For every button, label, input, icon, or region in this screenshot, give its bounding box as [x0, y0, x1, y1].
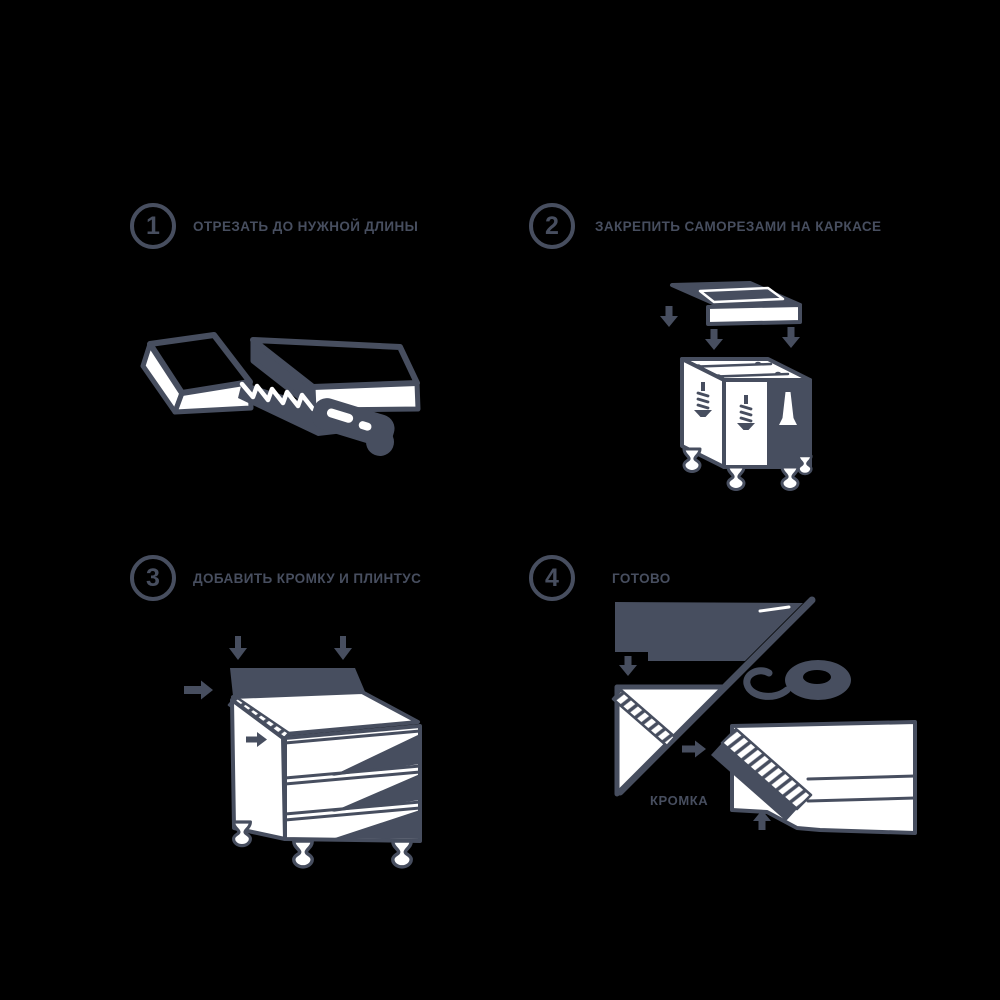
step-2-illustration worktop-lowered-onto-cabinet-with-screws: [640, 270, 880, 490]
step-2-number: 2: [545, 211, 559, 240]
step-1-title: ОТРЕЗАТЬ ДО НУЖНОЙ ДЛИНЫ: [193, 218, 419, 234]
down-arrow-icon: [660, 306, 678, 327]
cabinet-foot: [234, 822, 251, 846]
worktop-edge-closeup: [711, 722, 915, 833]
step-4-title: ГОТОВО: [612, 570, 671, 586]
worktop-slab: [672, 283, 800, 324]
cabinet-foot: [799, 456, 812, 474]
right-arrow-icon: [184, 681, 213, 700]
cabinet-with-worktop: [229, 668, 420, 867]
step-4-number-badge: [529, 555, 575, 601]
left-worktop-piece: [143, 335, 251, 412]
down-arrow-icon: [619, 656, 637, 676]
down-arrow-icon: [705, 329, 723, 350]
step-1-number: 1: [146, 211, 160, 240]
step-4-number: 4: [545, 563, 559, 592]
plinth-profile-slab: [615, 602, 803, 661]
edge-tape-roll-icon: [747, 660, 851, 700]
cabinet-foot: [728, 467, 744, 490]
step-3-illustration cabinet-with-edge-band-and-plinth: [170, 610, 450, 890]
cabinet-foot: [294, 841, 312, 867]
step-1-illustration worktop-cut-with-utility-saw: [130, 330, 460, 478]
step-4-illustration edge-banding-tape-and-finished-corner: [590, 590, 920, 855]
base-cabinet: [682, 359, 811, 490]
corner-piece: [613, 687, 724, 794]
step-2-title: ЗАКРЕПИТЬ САМОРЕЗАМИ НА КАРКАСЕ: [595, 218, 882, 234]
edge-band-label: КРОМКА: [650, 793, 709, 808]
cabinet-foot: [684, 449, 700, 472]
down-arrow-icon: [334, 636, 352, 660]
step-3-title: ДОБАВИТЬ КРОМКУ И ПЛИНТУС: [193, 570, 422, 586]
cabinet-foot: [782, 467, 798, 490]
down-arrow-icon: [782, 327, 800, 348]
step-3-number: 3: [146, 563, 160, 592]
step-2-number-badge: [529, 203, 575, 249]
cabinet-foot: [393, 841, 411, 867]
down-arrow-icon: [229, 636, 247, 660]
right-arrow-icon: [682, 741, 706, 758]
step-3-number-badge: [130, 555, 176, 601]
step-1-number-badge: [130, 203, 176, 249]
